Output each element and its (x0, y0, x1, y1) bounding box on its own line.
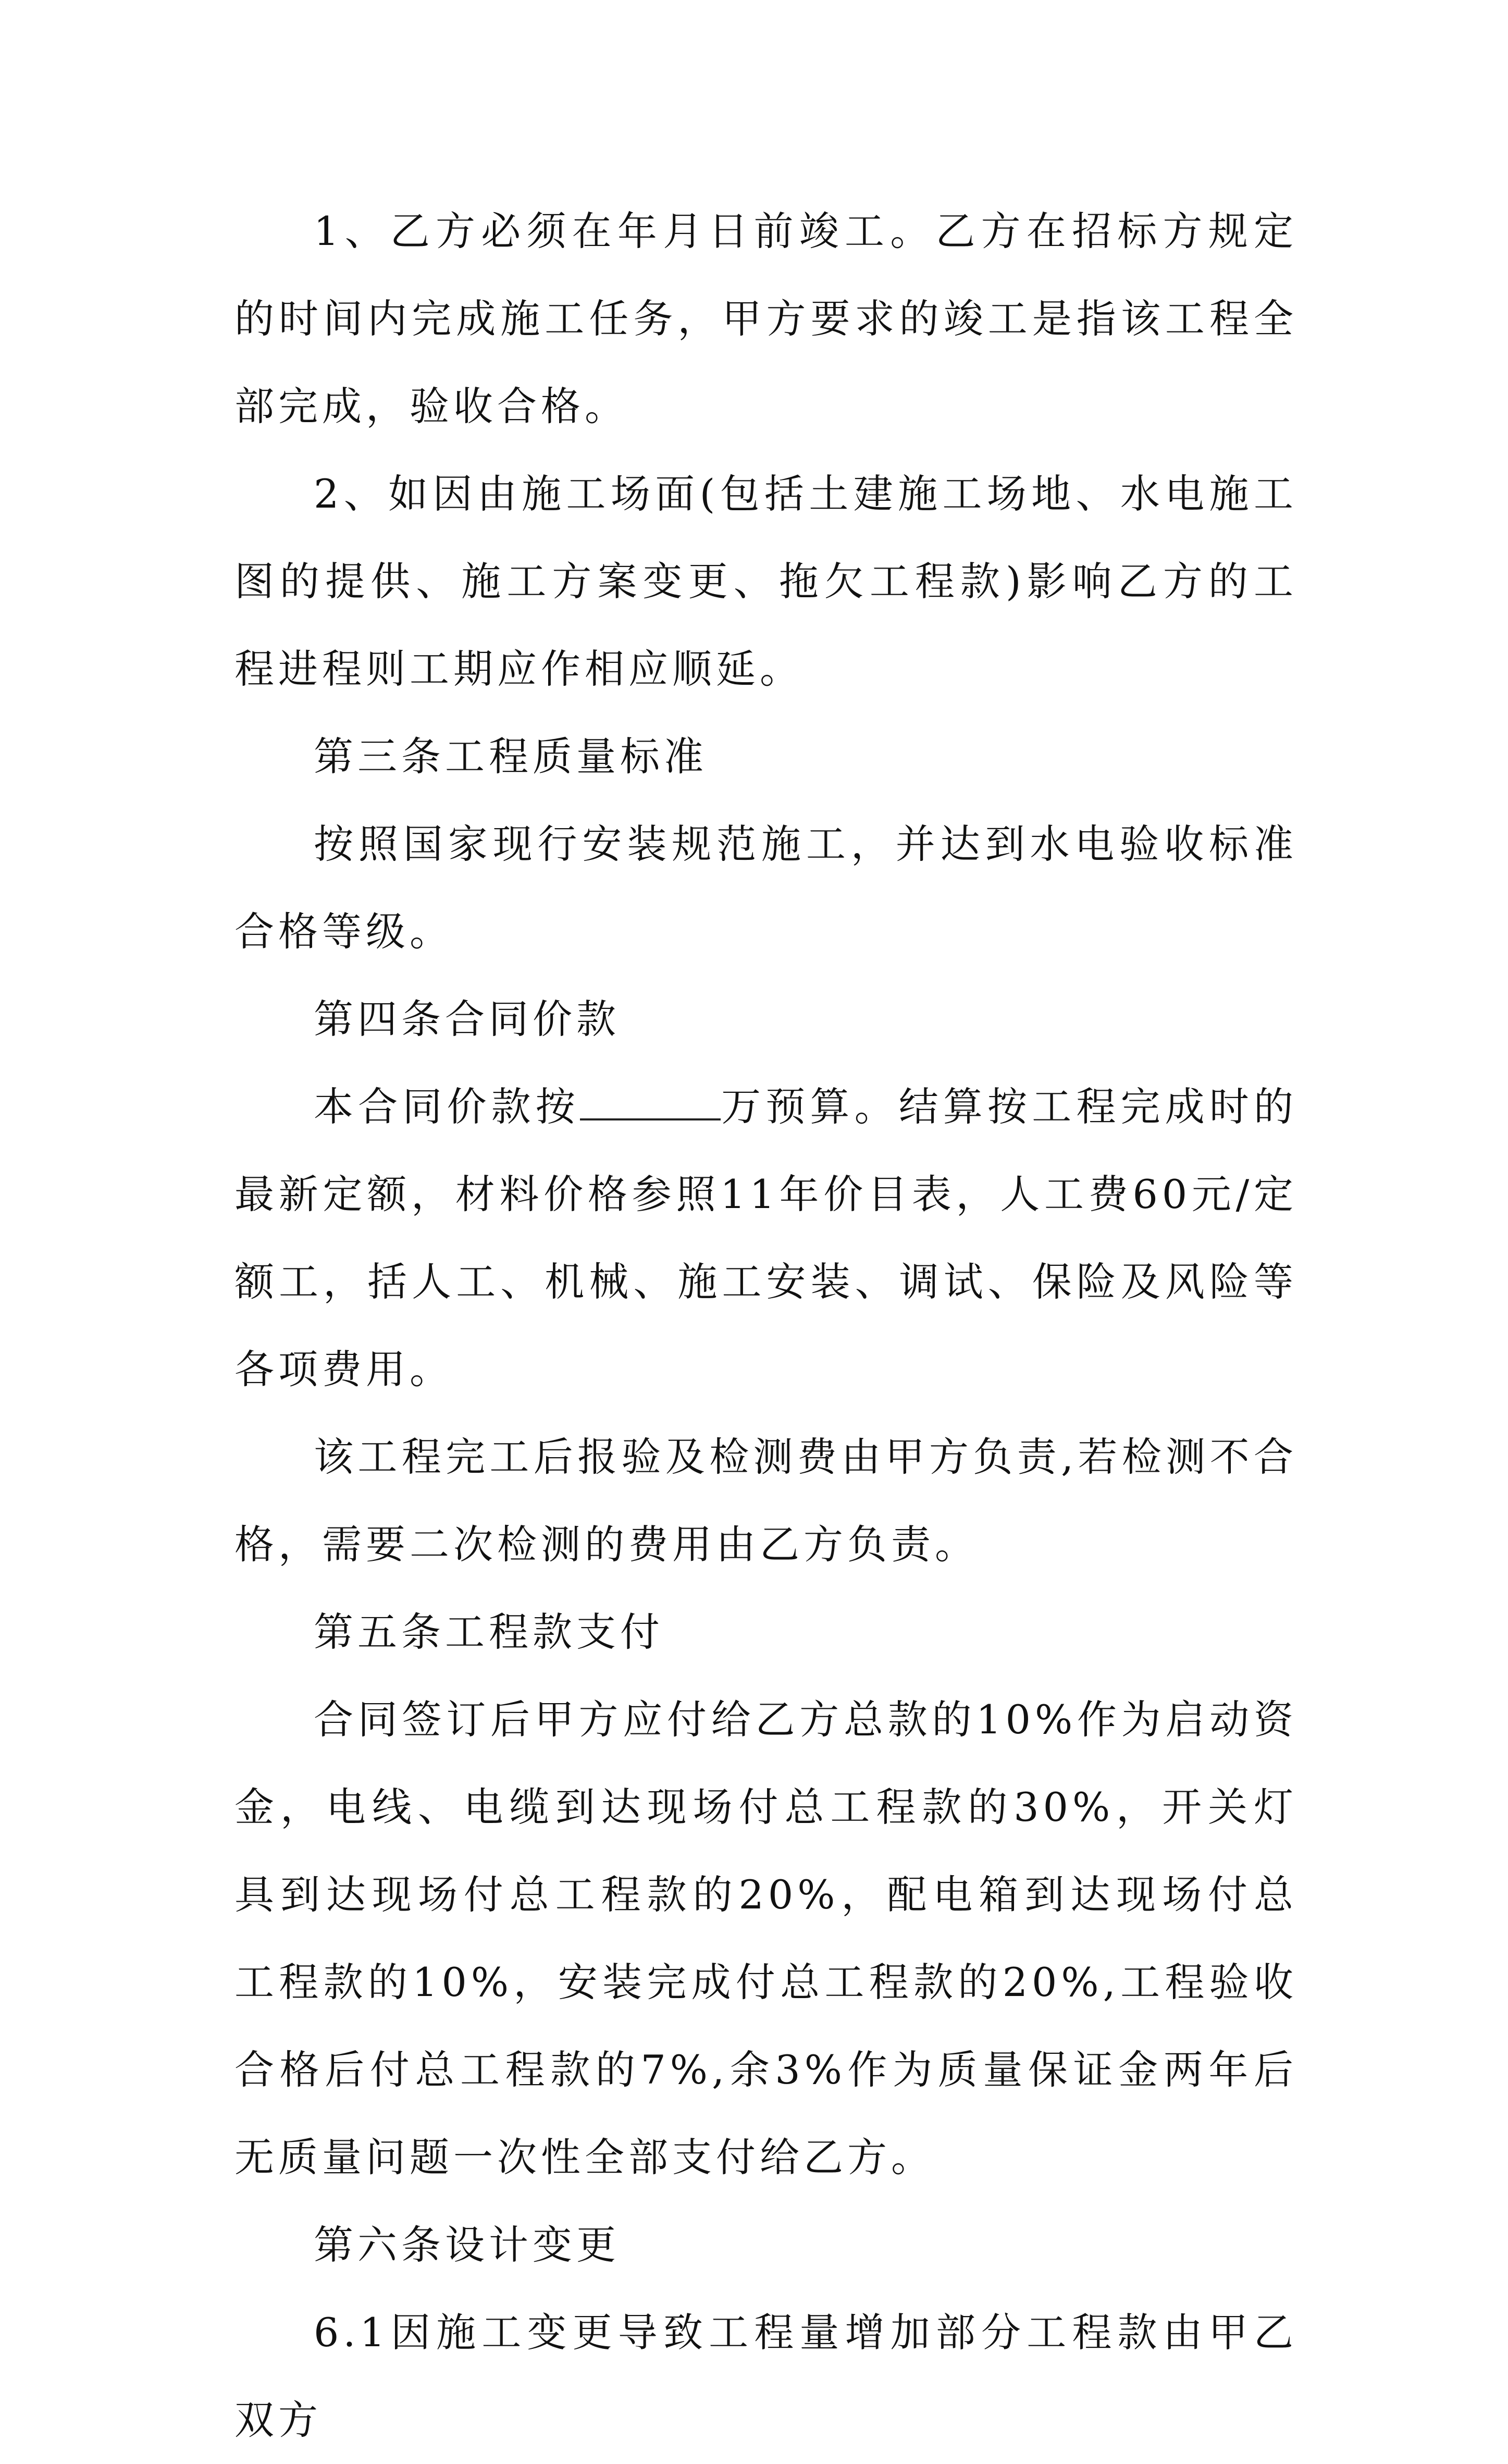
contract-price-lead-text: 本合同价款按 (314, 1083, 580, 1130)
clause-schedule-extension: 2、如因由施工场面(包括土建施工场地、水电施工图的提供、施工方案变更、拖欠工程款)影响乙方的工程进程则工期应作相应顺延。 (234, 471, 1297, 692)
document-body (234, 188, 1297, 2464)
clause-completion-deadline: 1、乙方必须在年月日前竣工。乙方在招标方规定的时间内完成施工任务，甲方要求的竣工是指该工程全部完成，验收合格。 (234, 208, 1297, 429)
clause-contract-price (234, 1063, 1297, 1413)
clause-quality-standard: 按照国家现行安装规范施工，并达到水电验收标准合格等级。 (234, 821, 1297, 955)
contract-price-blank-field (580, 1082, 721, 1120)
heading-article-4-contract-price: 第四条合同价款 (314, 996, 620, 1042)
contract-price-rest-text: 万预算。结算按工程完成时的最新定额，材料价格参照11年价目表，人工费60元/定额工，括人工、机械、施工安装、调试、保险及风险等各项费用。 (234, 1083, 1298, 1393)
heading-article-6-design-change: 第六条设计变更 (314, 2222, 620, 2268)
heading-article-3-quality-standard: 第三条工程质量标准 (314, 733, 708, 780)
clause-inspection-fees: 该工程完工后报验及检测费由甲方负责,若检测不合格，需要二次检测的费用由乙方负责。 (234, 1434, 1297, 1568)
clause-design-change: 6.1因施工变更导致工程量增加部分工程款由甲乙双方 (234, 2309, 1297, 2443)
heading-article-5-payment: 第五条工程款支付 (314, 1609, 664, 1655)
clause-payment-schedule: 合同签订后甲方应付给乙方总款的10%作为启动资金，电线、电缆到达现场付总工程款的30%，开关灯具到达现场付总工程款的20%，配电箱到达现场付总工程款的10%，安装完成付总工程款的20%,工程验收合格后付总工程款的7%,余3%作为质量保证金两年后无质量问题一次性全部支付给乙方。 (234, 1696, 1297, 2180)
